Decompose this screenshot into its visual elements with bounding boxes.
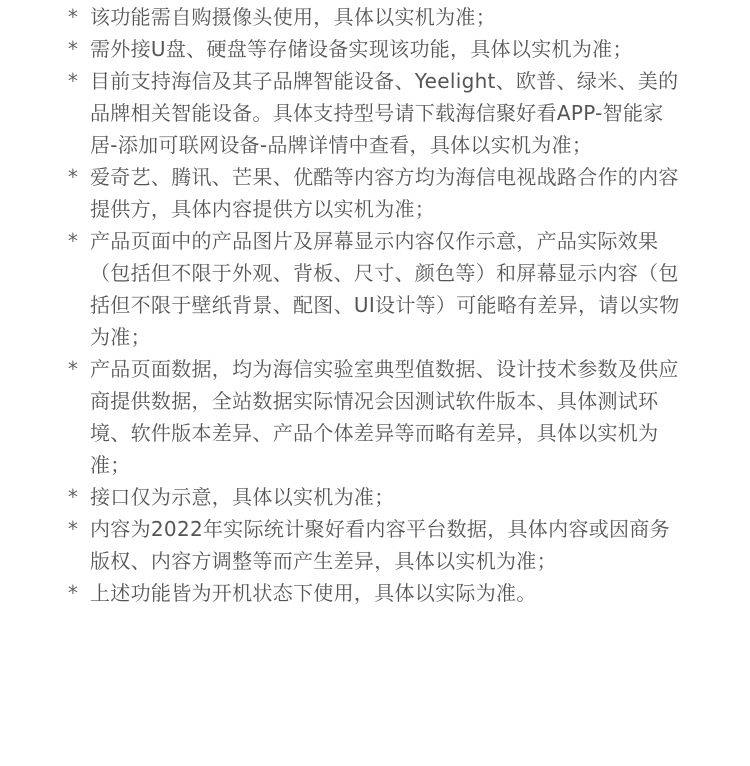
note-text: 上述功能皆为开机状态下使用，具体以实际为准。 [90,581,537,605]
note-item [66,577,686,609]
note-item [66,513,686,577]
asterisk-marker: * [67,229,79,253]
note-item [66,65,686,161]
note-text: 接口仅为示意，具体以实机为准； [90,485,395,509]
note-item [66,161,686,225]
note-item [66,1,686,33]
asterisk-marker: * [67,517,79,541]
note-item [66,33,686,65]
note-text: 内容为2022年实际统计聚好看内容平台数据，具体内容或因商务版权、内容方调整等而产生差异，具体以实机为准； [90,517,670,573]
asterisk-marker: * [67,5,79,29]
note-text: 目前支持海信及其子品牌智能设备、Yeelight、欧普、绿米、美的品牌相关智能设备。具体支持型号请下载海信聚好看APP-智能家居-添加可联网设备-品牌详情中查看，具体以实机为准； [90,69,679,157]
asterisk-marker: * [67,357,79,381]
note-text: 产品页面数据，均为海信实验室典型值数据、设计技术参数及供应商提供数据，全站数据实际情况会因测试软件版本、具体测试环境、软件版本差异、产品个体差异等而略有差异，具体以实机为准； [90,357,679,477]
note-text: 该功能需自购摄像头使用，具体以实机为准； [90,5,496,29]
disclaimer-notes-list [66,1,686,609]
note-text: 需外接U盘、硬盘等存储设备实现该功能，具体以实机为准； [90,37,633,61]
asterisk-marker: * [67,165,79,189]
asterisk-marker: * [67,581,79,605]
note-item [66,353,686,481]
note-text: 爱奇艺、腾讯、芒果、优酷等内容方均为海信电视战路合作的内容提供方，具体内容提供方以实机为准； [90,165,679,221]
note-item [66,481,686,513]
note-text: 产品页面中的产品图片及屏幕显示内容仅作示意，产品实际效果（包括但不限于外观、背板、尺寸、颜色等）和屏幕显示内容（包括但不限于壁纸背景、配图、UI设计等）可能略有差异，请以实物为准； [90,229,680,349]
asterisk-marker: * [67,37,79,61]
asterisk-marker: * [67,69,79,93]
note-item [66,225,686,353]
asterisk-marker: * [67,485,79,509]
